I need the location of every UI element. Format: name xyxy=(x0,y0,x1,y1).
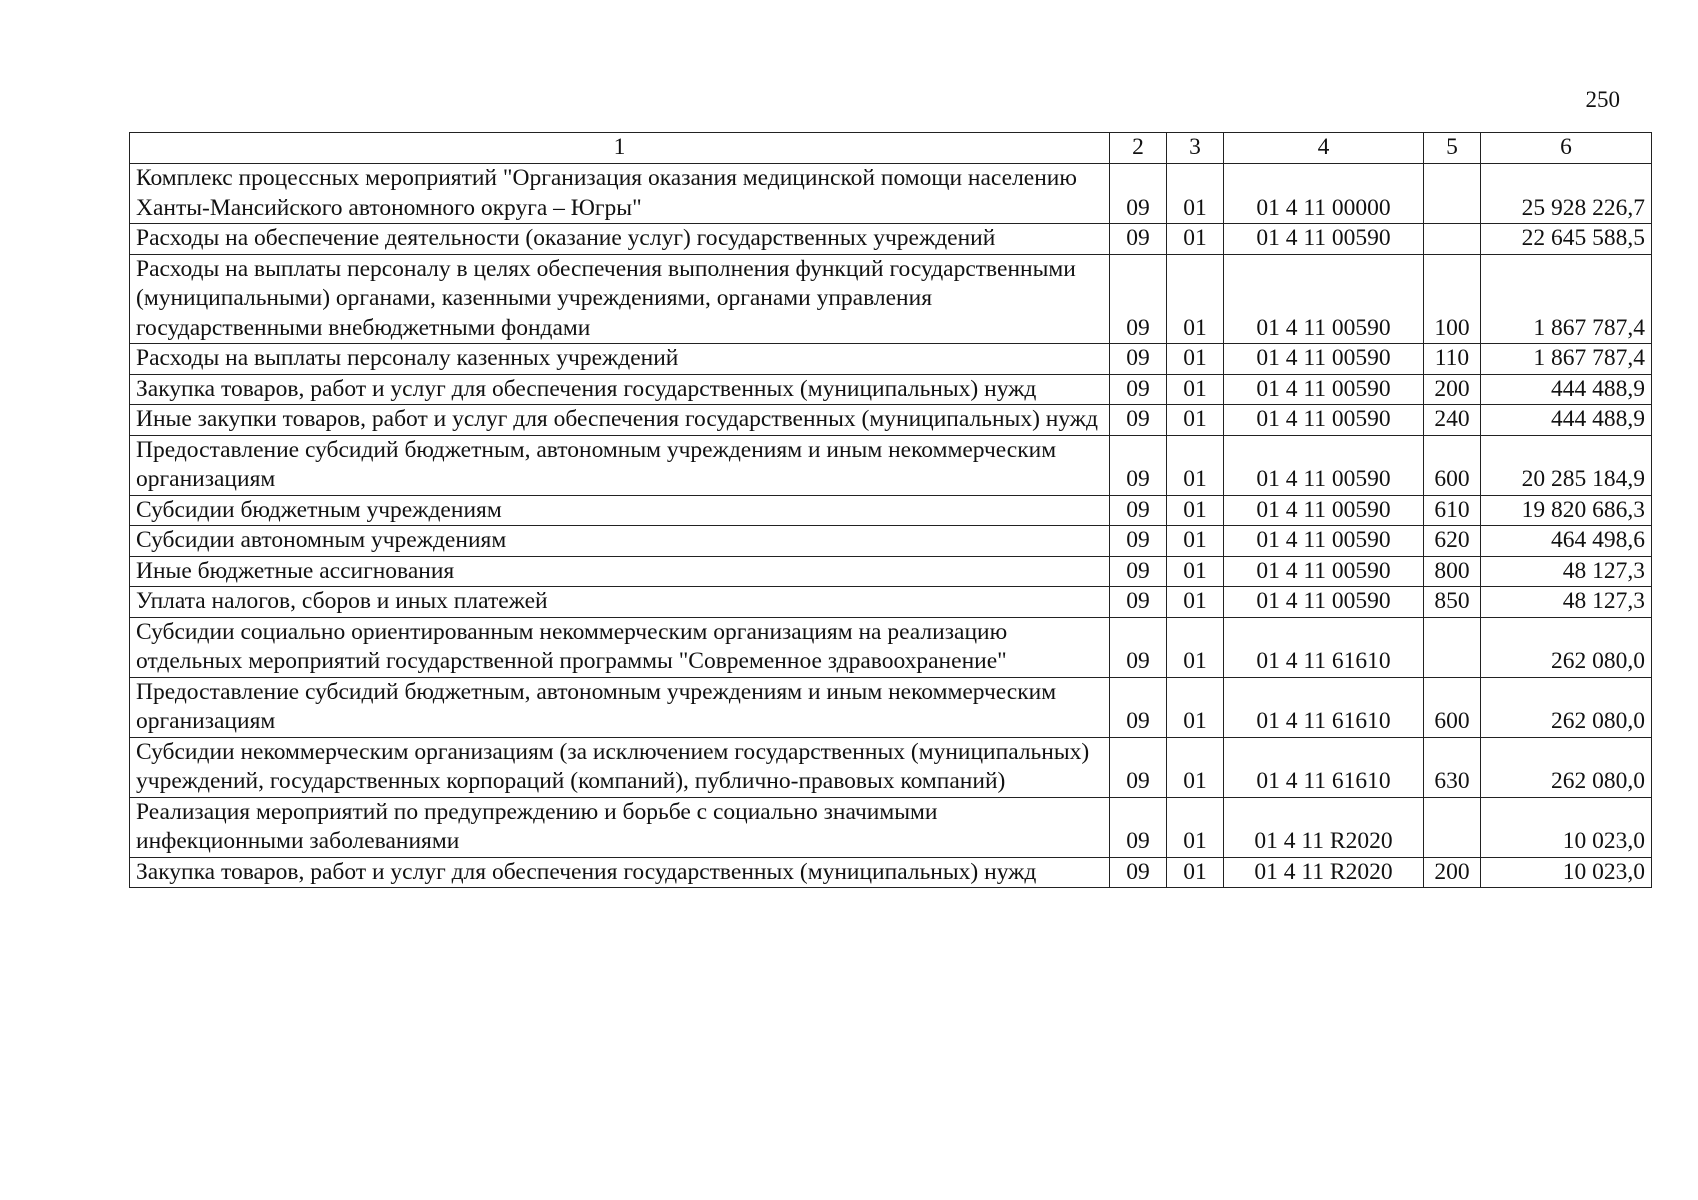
table-row xyxy=(130,405,1652,436)
amount: 444 488,9 xyxy=(1481,374,1652,405)
expense-type-code xyxy=(1424,164,1481,224)
expense-type-code: 100 xyxy=(1424,254,1481,344)
expense-type-code: 610 xyxy=(1424,495,1481,526)
ministry-code: 09 xyxy=(1110,435,1167,495)
expense-name: Реализация мероприятий по предупреждению и борьбе с социально значимыми инфекционными заболеваниями xyxy=(130,797,1110,857)
section-code: 01 xyxy=(1167,556,1224,587)
expense-name: Иные закупки товаров, работ и услуг для обеспечения государственных (муниципальных) нужд xyxy=(130,405,1110,436)
target-article-code: 01 4 11 00590 xyxy=(1224,405,1424,436)
expense-type-code: 620 xyxy=(1424,526,1481,557)
table-row xyxy=(130,737,1652,797)
table-row xyxy=(130,164,1652,224)
expense-name: Закупка товаров, работ и услуг для обеспечения государственных (муниципальных) нужд xyxy=(130,857,1110,888)
expense-name: Иные бюджетные ассигнования xyxy=(130,556,1110,587)
table-row xyxy=(130,857,1652,888)
section-code: 01 xyxy=(1167,797,1224,857)
expense-name: Закупка товаров, работ и услуг для обеспечения государственных (муниципальных) нужд xyxy=(130,374,1110,405)
target-article-code: 01 4 11 00590 xyxy=(1224,374,1424,405)
amount: 22 645 588,5 xyxy=(1481,224,1652,255)
section-code: 01 xyxy=(1167,254,1224,344)
table-row xyxy=(130,254,1652,344)
expense-type-code: 200 xyxy=(1424,857,1481,888)
section-code: 01 xyxy=(1167,495,1224,526)
ministry-code: 09 xyxy=(1110,737,1167,797)
ministry-code: 09 xyxy=(1110,224,1167,255)
expense-type-code: 110 xyxy=(1424,344,1481,375)
col-header-4: 4 xyxy=(1224,133,1424,164)
section-code: 01 xyxy=(1167,737,1224,797)
section-code: 01 xyxy=(1167,405,1224,436)
table-row xyxy=(130,526,1652,557)
amount: 262 080,0 xyxy=(1481,737,1652,797)
ministry-code: 09 xyxy=(1110,495,1167,526)
col-header-3: 3 xyxy=(1167,133,1224,164)
budget-table xyxy=(129,132,1652,888)
target-article-code: 01 4 11 R2020 xyxy=(1224,857,1424,888)
ministry-code: 09 xyxy=(1110,405,1167,436)
target-article-code: 01 4 11 00590 xyxy=(1224,254,1424,344)
section-code: 01 xyxy=(1167,587,1224,618)
section-code: 01 xyxy=(1167,164,1224,224)
expense-type-code xyxy=(1424,797,1481,857)
ministry-code: 09 xyxy=(1110,254,1167,344)
col-header-6: 6 xyxy=(1481,133,1652,164)
target-article-code: 01 4 11 61610 xyxy=(1224,617,1424,677)
table-row xyxy=(130,587,1652,618)
ministry-code: 09 xyxy=(1110,617,1167,677)
col-header-5: 5 xyxy=(1424,133,1481,164)
table-row xyxy=(130,435,1652,495)
section-code: 01 xyxy=(1167,857,1224,888)
target-article-code: 01 4 11 00590 xyxy=(1224,224,1424,255)
amount: 48 127,3 xyxy=(1481,556,1652,587)
table-row xyxy=(130,495,1652,526)
ministry-code: 09 xyxy=(1110,857,1167,888)
section-code: 01 xyxy=(1167,617,1224,677)
section-code: 01 xyxy=(1167,224,1224,255)
amount: 20 285 184,9 xyxy=(1481,435,1652,495)
target-article-code: 01 4 11 00590 xyxy=(1224,435,1424,495)
target-article-code: 01 4 11 00590 xyxy=(1224,495,1424,526)
expense-type-code: 600 xyxy=(1424,677,1481,737)
target-article-code: 01 4 11 R2020 xyxy=(1224,797,1424,857)
amount: 10 023,0 xyxy=(1481,797,1652,857)
expense-type-code: 630 xyxy=(1424,737,1481,797)
expense-name: Уплата налогов, сборов и иных платежей xyxy=(130,587,1110,618)
amount: 262 080,0 xyxy=(1481,617,1652,677)
table-row xyxy=(130,374,1652,405)
col-header-1: 1 xyxy=(130,133,1110,164)
target-article-code: 01 4 11 00590 xyxy=(1224,526,1424,557)
table-row xyxy=(130,677,1652,737)
col-header-2: 2 xyxy=(1110,133,1167,164)
expense-name: Субсидии некоммерческим организациям (за исключением государственных (муниципальных) учреждений, государственных корпораций (компаний), публично-правовых компаний) xyxy=(130,737,1110,797)
table-row xyxy=(130,556,1652,587)
ministry-code: 09 xyxy=(1110,587,1167,618)
expense-name: Комплекс процессных мероприятий "Организация оказания медицинской помощи населению Ханты-Мансийского автономного округа – Югры" xyxy=(130,164,1110,224)
amount: 1 867 787,4 xyxy=(1481,344,1652,375)
target-article-code: 01 4 11 00590 xyxy=(1224,344,1424,375)
amount: 25 928 226,7 xyxy=(1481,164,1652,224)
expense-name: Субсидии социально ориентированным некоммерческим организациям на реализацию отдельных мероприятий государственной программы "Современное здравоохранение" xyxy=(130,617,1110,677)
table-row xyxy=(130,224,1652,255)
expense-name: Предоставление субсидий бюджетным, автономным учреждениям и иным некоммерческим организациям xyxy=(130,435,1110,495)
ministry-code: 09 xyxy=(1110,374,1167,405)
section-code: 01 xyxy=(1167,526,1224,557)
expense-type-code: 200 xyxy=(1424,374,1481,405)
target-article-code: 01 4 11 00590 xyxy=(1224,587,1424,618)
section-code: 01 xyxy=(1167,677,1224,737)
page-number: 250 xyxy=(1585,87,1620,112)
ministry-code: 09 xyxy=(1110,344,1167,375)
section-code: 01 xyxy=(1167,374,1224,405)
amount: 444 488,9 xyxy=(1481,405,1652,436)
amount: 1 867 787,4 xyxy=(1481,254,1652,344)
section-code: 01 xyxy=(1167,344,1224,375)
expense-name: Расходы на выплаты персоналу казенных учреждений xyxy=(130,344,1110,375)
ministry-code: 09 xyxy=(1110,797,1167,857)
target-article-code: 01 4 11 00590 xyxy=(1224,556,1424,587)
expense-type-code: 240 xyxy=(1424,405,1481,436)
table-row xyxy=(130,344,1652,375)
amount: 19 820 686,3 xyxy=(1481,495,1652,526)
expense-name: Предоставление субсидий бюджетным, автономным учреждениям и иным некоммерческим организациям xyxy=(130,677,1110,737)
expense-name: Субсидии автономным учреждениям xyxy=(130,526,1110,557)
target-article-code: 01 4 11 61610 xyxy=(1224,677,1424,737)
expense-type-code: 800 xyxy=(1424,556,1481,587)
ministry-code: 09 xyxy=(1110,677,1167,737)
table-row xyxy=(130,797,1652,857)
ministry-code: 09 xyxy=(1110,526,1167,557)
expense-type-code: 850 xyxy=(1424,587,1481,618)
target-article-code: 01 4 11 00000 xyxy=(1224,164,1424,224)
amount: 464 498,6 xyxy=(1481,526,1652,557)
section-code: 01 xyxy=(1167,435,1224,495)
amount: 48 127,3 xyxy=(1481,587,1652,618)
expense-name: Расходы на выплаты персоналу в целях обеспечения выполнения функций государственными (муниципальными) органами, казенными учреждениями, органами управления государственными внебюджетными фондами xyxy=(130,254,1110,344)
expense-name: Субсидии бюджетным учреждениям xyxy=(130,495,1110,526)
table-row xyxy=(130,617,1652,677)
expense-type-code xyxy=(1424,224,1481,255)
expense-type-code xyxy=(1424,617,1481,677)
amount: 10 023,0 xyxy=(1481,857,1652,888)
amount: 262 080,0 xyxy=(1481,677,1652,737)
header-row xyxy=(130,133,1652,164)
ministry-code: 09 xyxy=(1110,164,1167,224)
target-article-code: 01 4 11 61610 xyxy=(1224,737,1424,797)
expense-type-code: 600 xyxy=(1424,435,1481,495)
ministry-code: 09 xyxy=(1110,556,1167,587)
expense-name: Расходы на обеспечение деятельности (оказание услуг) государственных учреждений xyxy=(130,224,1110,255)
